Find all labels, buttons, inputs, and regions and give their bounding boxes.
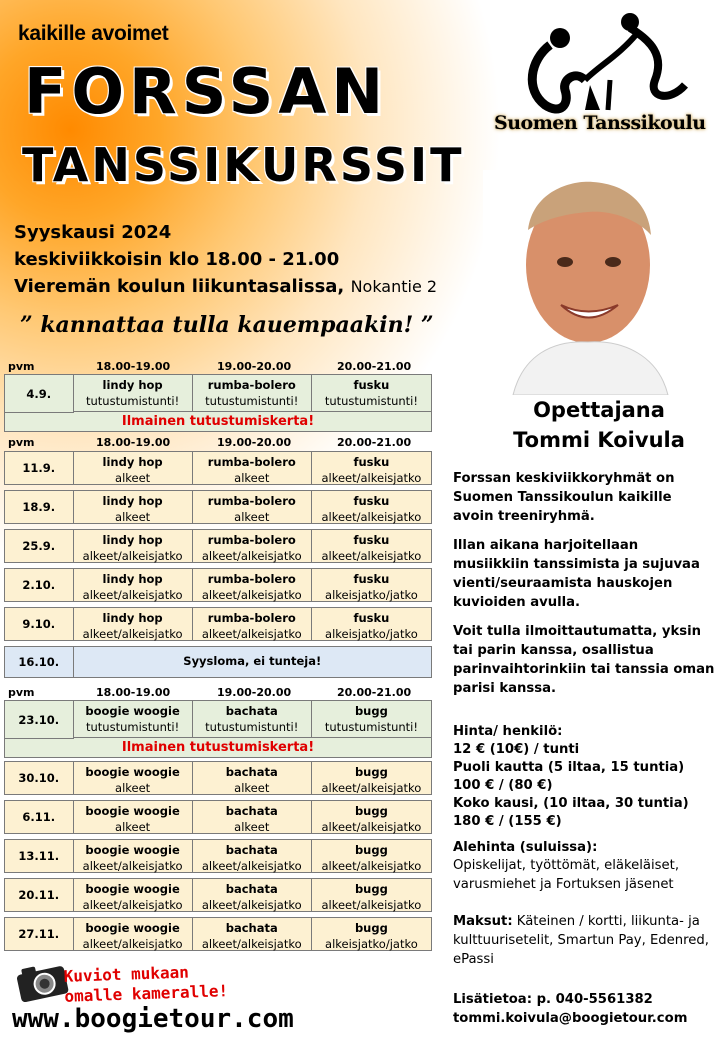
dance: rumba-bolero — [207, 572, 296, 586]
col-pvm: pvm — [8, 686, 35, 699]
payment-text: Käteinen / kortti, liikunta- ja kulttuurisetelit, Smartun Pay, Edenred, ePassi — [453, 914, 709, 967]
row-date: 20.11. — [5, 879, 74, 911]
teacher-photo — [483, 170, 693, 395]
level: alkeisjatko/jatko — [325, 588, 418, 602]
level: alkeet — [234, 510, 270, 524]
level: alkeet — [234, 781, 270, 795]
dance: fusku — [353, 611, 390, 625]
schedule-header — [4, 360, 436, 374]
price-full: 180 € / (155 €) — [453, 814, 562, 829]
free-trial-note: Ilmainen tutustumiskerta! — [121, 414, 315, 429]
level: alkeet/alkeisjatko — [82, 627, 183, 641]
dance: bachata — [225, 704, 278, 718]
schedule-row — [4, 529, 432, 563]
dance: boogie woogie — [85, 843, 180, 857]
col-slot2: 19.00-20.00 — [217, 436, 292, 449]
title-line-1: FORSSAN — [24, 55, 389, 128]
holiday-note: Syysloma, ei tunteja! — [183, 654, 322, 668]
schedule-row — [4, 800, 432, 834]
level: alkeet — [234, 471, 270, 485]
dance: fusku — [353, 572, 390, 586]
row-date: 9.10. — [5, 608, 74, 640]
level: alkeet/alkeisjatko — [82, 588, 183, 602]
dance: fusku — [353, 533, 390, 547]
dance: bugg — [354, 921, 388, 935]
schedule-row — [4, 451, 432, 485]
schedule-header — [4, 686, 436, 700]
dance: bugg — [354, 704, 388, 718]
dance: rumba-bolero — [207, 533, 296, 547]
row-date: 4.9. — [5, 375, 74, 413]
schedule-row — [4, 607, 432, 641]
price-half: 100 € / (80 €) — [453, 778, 553, 793]
dance: fusku — [353, 455, 390, 469]
schedule-row — [4, 374, 432, 432]
payment-line — [453, 912, 715, 969]
dance: boogie woogie — [85, 921, 180, 935]
dance: bachata — [225, 804, 278, 818]
dance: bugg — [354, 843, 388, 857]
info-paragraph-2: Illan aikana harjoitellaan musiikkiin tanssimista ja sujuvaa vienti/seuraamista hauskojen kuvioiden avulla. — [453, 538, 700, 610]
level: tutustumistunti! — [324, 394, 418, 408]
level: alkeet/alkeisjatko — [321, 510, 422, 524]
schedule-row-holiday — [4, 646, 432, 678]
level: tutustumistunti! — [86, 394, 180, 408]
price-full-label: Koko kausi, (10 iltaa, 30 tuntia) — [453, 796, 689, 811]
dance: rumba-bolero — [207, 494, 296, 508]
level: tutustumistunti! — [86, 720, 180, 734]
level: tutustumistunti! — [205, 394, 299, 408]
level: alkeet/alkeisjatko — [321, 898, 422, 912]
dance: rumba-bolero — [207, 378, 296, 392]
col-slot3: 20.00-21.00 — [337, 686, 412, 699]
level: alkeet — [115, 781, 151, 795]
schedule-row — [4, 700, 432, 758]
col-slot2: 19.00-20.00 — [217, 360, 292, 373]
level: alkeet — [115, 820, 151, 834]
col-slot3: 20.00-21.00 — [337, 436, 412, 449]
level: alkeet/alkeisjatko — [321, 859, 422, 873]
free-trial-note: Ilmainen tutustumiskerta! — [121, 740, 315, 755]
place-line — [14, 276, 437, 297]
dancing-couple-logo-icon — [490, 10, 700, 180]
contact-phone: p. 040-5561382 — [531, 992, 653, 1007]
schedule-row — [4, 839, 432, 873]
camera-slogan-line-2: omalle kameralle! — [64, 981, 229, 1006]
col-slot1: 18.00-19.00 — [96, 686, 171, 699]
dance: bugg — [354, 882, 388, 896]
level: alkeet/alkeisjatko — [201, 627, 302, 641]
info-paragraph-3: Voit tulla ilmoittautumatta, yksin tai parin kanssa, osallistua parinvaihtorinkiin tai tanssia oman parisi kanssa. — [453, 624, 715, 696]
discount-text: Opiskelijat, työttömät, eläkeläiset, varusmiehet ja Fortuksen jäsenet — [453, 858, 680, 892]
col-slot3: 20.00-21.00 — [337, 360, 412, 373]
row-date: 2.10. — [5, 569, 74, 601]
dance: lindy hop — [102, 611, 163, 625]
logo-text: Suomen Tanssikoulu — [494, 112, 706, 134]
level: alkeet/alkeisjatko — [321, 549, 422, 563]
camera-slogan-line-1: Kuviot mukaan — [63, 962, 190, 986]
dance: lindy hop — [102, 533, 163, 547]
dance: bachata — [225, 921, 278, 935]
price-title: Hinta/ henkilö: — [453, 724, 563, 739]
teacher-name: Tommi Koivula — [513, 428, 685, 452]
dance: boogie woogie — [85, 765, 180, 779]
payment-label: Maksut: — [453, 914, 513, 929]
dance: rumba-bolero — [207, 611, 296, 625]
row-date: 6.11. — [5, 801, 74, 833]
teacher-label: Opettajana — [533, 398, 665, 422]
level: alkeet/alkeisjatko — [321, 471, 422, 485]
level: alkeet/alkeisjatko — [82, 937, 183, 951]
dance: lindy hop — [102, 455, 163, 469]
dance: bachata — [225, 882, 278, 896]
contact-email: tommi.koivula@boogietour.com — [453, 1011, 688, 1026]
level: alkeet — [115, 471, 151, 485]
tagline: kaikille avoimet — [18, 22, 169, 45]
contact-line — [453, 990, 715, 1009]
row-date: 13.11. — [5, 840, 74, 872]
schedule-row — [4, 761, 432, 795]
quote: ” kannattaa tulla kauempaakin! ” — [20, 312, 434, 338]
level: alkeet/alkeisjatko — [201, 588, 302, 602]
row-date: 27.11. — [5, 918, 74, 950]
level: alkeet/alkeisjatko — [321, 820, 422, 834]
address: Nokantie 2 — [350, 277, 438, 296]
dance: fusku — [353, 378, 390, 392]
schedule-header — [4, 436, 436, 450]
level: alkeet — [234, 820, 270, 834]
level: alkeet/alkeisjatko — [82, 859, 183, 873]
dance: fusku — [353, 494, 390, 508]
row-date: 11.9. — [5, 452, 74, 484]
level: alkeet/alkeisjatko — [82, 549, 183, 563]
camera-slogan — [63, 961, 228, 1007]
time: keskiviikkoisin klo 18.00 - 21.00 — [14, 249, 340, 270]
schedule-row — [4, 490, 432, 524]
level: alkeet/alkeisjatko — [321, 781, 422, 795]
level: alkeet/alkeisjatko — [201, 898, 302, 912]
dance: lindy hop — [102, 494, 163, 508]
price-hour: 12 € (10€) / tunti — [453, 742, 580, 757]
place: Vieremän koulun liikuntasalissa, — [14, 276, 345, 297]
level: alkeet/alkeisjatko — [201, 937, 302, 951]
level: tutustumistunti! — [324, 720, 418, 734]
level: alkeet/alkeisjatko — [82, 898, 183, 912]
col-pvm: pvm — [8, 436, 35, 449]
row-date: 23.10. — [5, 701, 74, 739]
level: alkeet/alkeisjatko — [201, 859, 302, 873]
contact-label: Lisätietoa: — [453, 992, 532, 1007]
season: Syyskausi 2024 — [14, 222, 172, 243]
dance: bachata — [225, 843, 278, 857]
level: alkeisjatko/jatko — [325, 937, 418, 951]
discount-title: Alehinta (suluissa): — [453, 840, 598, 855]
level: tutustumistunti! — [205, 720, 299, 734]
dance: bachata — [225, 765, 278, 779]
dance: bugg — [354, 765, 388, 779]
level: alkeisjatko/jatko — [325, 627, 418, 641]
row-date: 18.9. — [5, 491, 74, 523]
schedule-row — [4, 878, 432, 912]
dance: bugg — [354, 804, 388, 818]
level: alkeet — [115, 510, 151, 524]
col-slot2: 19.00-20.00 — [217, 686, 292, 699]
schedule-row — [4, 568, 432, 602]
dance: boogie woogie — [85, 882, 180, 896]
level: alkeet/alkeisjatko — [201, 549, 302, 563]
col-slot1: 18.00-19.00 — [96, 360, 171, 373]
row-date: 16.10. — [5, 647, 74, 677]
info-paragraph-1: Forssan keskiviikkoryhmät on Suomen Tanssikoulun kaikille avoin treeniryhmä. — [453, 471, 675, 524]
col-slot1: 18.00-19.00 — [96, 436, 171, 449]
dance: lindy hop — [102, 572, 163, 586]
row-date: 30.10. — [5, 762, 74, 794]
website-link[interactable]: www.boogietour.com — [12, 1004, 294, 1034]
dance: boogie woogie — [85, 804, 180, 818]
dance: lindy hop — [102, 378, 163, 392]
price-half-label: Puoli kautta (5 iltaa, 15 tuntia) — [453, 760, 685, 775]
col-pvm: pvm — [8, 360, 35, 373]
row-date: 25.9. — [5, 530, 74, 562]
dance: rumba-bolero — [207, 455, 296, 469]
dance: boogie woogie — [85, 704, 180, 718]
schedule-row — [4, 917, 432, 951]
title-line-2: TANSSIKURSSIT — [22, 138, 465, 192]
